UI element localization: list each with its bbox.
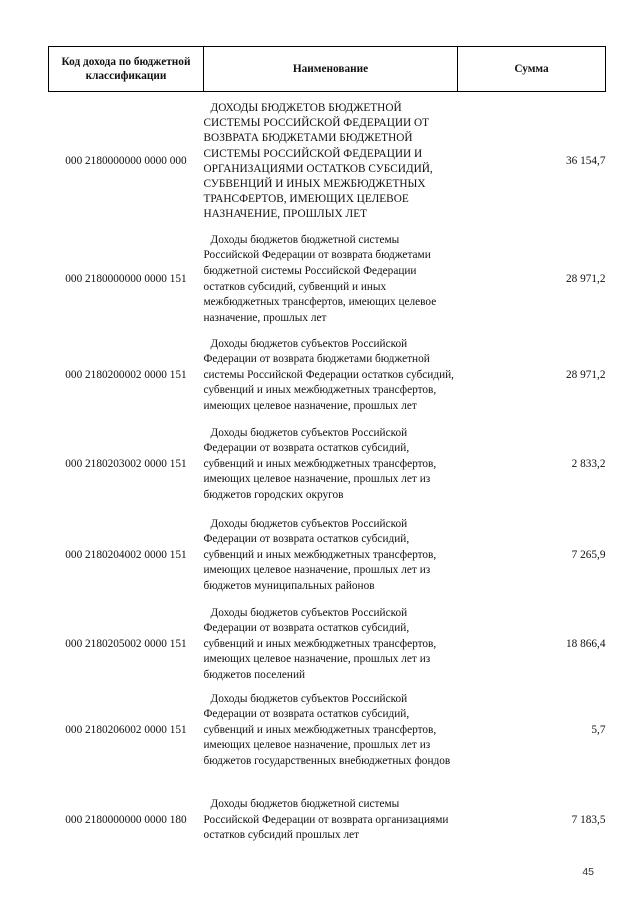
row-name: Доходы бюджетов субъектов Российской Федерации от возврата остатков субсидий, субвенций и иных межбюджетных трансфертов, имеющих целевое назначение, прошлых лет из бюджетов городских округов bbox=[203, 426, 437, 501]
row-sum: 36 154,7 bbox=[565, 154, 606, 167]
row-name: Доходы бюджетов бюджетной системы Российской Федерации от возврата организациями остатков субсидий прошлых лет bbox=[203, 798, 449, 842]
table-row bbox=[49, 778, 606, 864]
row-code: 000 2180205002 0000 151 bbox=[65, 637, 187, 650]
row-code: 000 2180000000 0000 000 bbox=[65, 154, 187, 167]
row-code: 000 2180000000 0000 180 bbox=[65, 813, 187, 826]
page-number: 45 bbox=[582, 866, 594, 878]
table-header-row bbox=[49, 47, 606, 92]
row-name: Доходы бюджетов субъектов Российской Федерации от возврата остатков субсидий, субвенций и иных межбюджетных трансфертов, имеющих целевое назначение, прошлых лет из бюджетов государственных внебюджетных фондов bbox=[203, 692, 451, 767]
row-sum: 28 971,2 bbox=[565, 368, 606, 381]
table-row bbox=[49, 92, 606, 232]
table-row bbox=[49, 232, 606, 328]
table-row bbox=[49, 506, 606, 606]
row-sum: 18 866,4 bbox=[565, 637, 606, 650]
row-code: 000 2180203002 0000 151 bbox=[65, 457, 187, 470]
row-name: ДОХОДЫ БЮДЖЕТОВ БЮДЖЕТНОЙ СИСТЕМЫ РОССИЙСКОЙ ФЕДЕРАЦИИ ОТ ВОЗВРАТА БЮДЖЕТАМИ БЮДЖЕТНОЙ СИСТЕМЫ РОССИЙСКОЙ ФЕДЕРАЦИИ И ОРГАНИЗАЦИЯМИ ОСТАТКОВ СУБСИДИЙ, СУБВЕНЦИЙ И ИНЫХ МЕЖБЮДЖЕТНЫХ ТРАНСФЕРТОВ, ИМЕЮЩИХ ЦЕЛЕВОЕ НАЗНАЧЕНИЕ, ПРОШЛЫХ ЛЕТ bbox=[203, 101, 433, 221]
row-name: Доходы бюджетов субъектов Российской Федерации от возврата бюджетами бюджетной системы Российской Федерации остатков субсидий, субвенций и иных межбюджетных трансфертов, имеющих целевое назначение, прошлых лет bbox=[203, 337, 454, 412]
row-sum: 7 265,9 bbox=[571, 548, 606, 561]
row-code: 000 2180206002 0000 151 bbox=[65, 723, 187, 736]
row-sum: 2 833,2 bbox=[571, 457, 606, 470]
header-code: Код дохода по бюджетной классификации bbox=[49, 47, 204, 92]
table-row bbox=[49, 684, 606, 778]
revenue-table bbox=[48, 46, 606, 864]
table-row bbox=[49, 424, 606, 506]
row-name: Доходы бюджетов бюджетной системы Российской Федерации от возврата бюджетами бюджетной системы Российской Федерации остатков субсидий, субвенций и иных межбюджетных трансфертов, имеющих целевое назначение, прошлых лет bbox=[203, 233, 437, 324]
header-name: Наименование bbox=[204, 47, 458, 92]
header-sum: Сумма bbox=[458, 47, 606, 92]
row-code: 000 2180000000 0000 151 bbox=[65, 272, 187, 285]
row-name: Доходы бюджетов субъектов Российской Федерации от возврата остатков субсидий, субвенций и иных межбюджетных трансфертов, имеющих целевое назначение, прошлых лет из бюджетов муниципальных районов bbox=[203, 517, 437, 592]
row-code: 000 2180200002 0000 151 bbox=[65, 368, 187, 381]
row-sum: 5,7 bbox=[591, 723, 606, 736]
row-sum: 7 183,5 bbox=[571, 813, 606, 826]
row-name: Доходы бюджетов субъектов Российской Федерации от возврата остатков субсидий, субвенций и иных межбюджетных трансфертов, имеющих целевое назначение, прошлых лет из бюджетов поселений bbox=[203, 606, 437, 681]
table-row bbox=[49, 606, 606, 684]
row-code: 000 2180204002 0000 151 bbox=[65, 548, 187, 561]
table-row bbox=[49, 328, 606, 424]
row-sum: 28 971,2 bbox=[565, 272, 606, 285]
